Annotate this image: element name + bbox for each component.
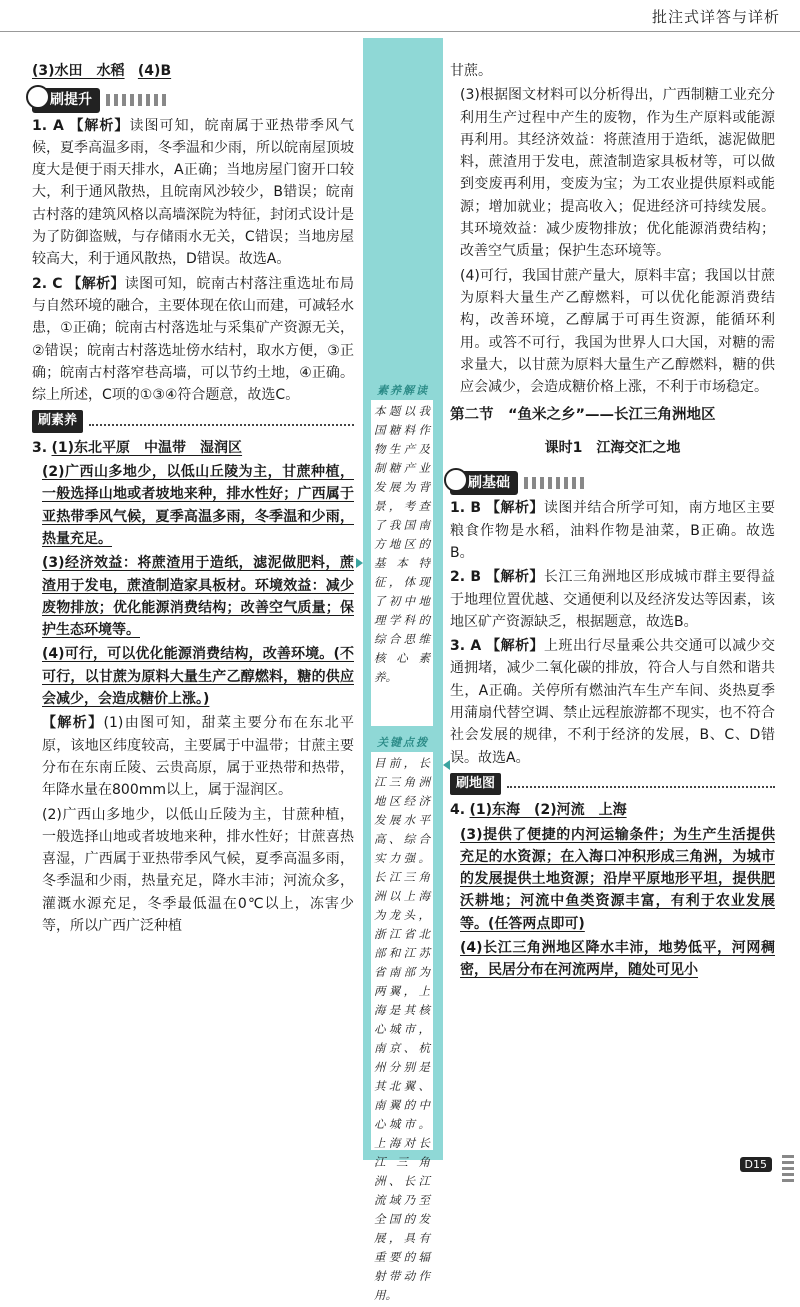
right-q4-p3: (4)长江三角洲地区降水丰沛，地势低平，河网稠密，民居分布在河流两岸，随处可见小	[460, 939, 775, 979]
header-title: 批注式详答与详析	[651, 8, 780, 26]
right-q4-p2: (3)提供了便捷的内河运输条件；为生产生活提供充足的水资源；在入海口冲积形成三角洲，为城市的发展提供土地资源；沿岸平原地形平坦，提供肥沃耕地；河流中鱼类资源丰富，有利于农业发展等。(任答两点即可)	[460, 826, 775, 932]
left-q3-a2: (2)广西山多地少，以低山丘陵为主，甘蔗种植，一般选择山地或者坡地来种，排水性好；甘蔗喜热喜湿，广西属于亚热带季风气候，夏季高温多雨，冬季温和少雨，热量充足，降水丰沛；河流众多，灌溉水源充足，冬季最低温在0℃以上，冻害少等，所以广西广泛种植	[42, 806, 354, 934]
lesson-title: 课时1 江海交汇之地	[544, 439, 681, 456]
right-q4-p1: 4. (1)东海 (2)河流 上海	[450, 802, 627, 819]
left-q3-p3: (3)经济效益：将蔗渣用于造纸，滤泥做肥料，蔗渣用于发电，蔗渣制造家具板材。环境效益：减少废物排放；优化能源消费结构；改善空气质量；保护生态环境等。	[42, 555, 354, 639]
right-q2: 2. B 【解析】长江三角洲地区形成城市群主要得益于地理位置优越、交通便利以及经济发达等因素，该地区矿产资源缺乏，根据题意，故选B。	[450, 569, 776, 630]
right-a3: (3)根据图文材料可以分析得出，广西制糖工业充分利用生产过程中产生的废物，作为生产原料或能源再利用。其经济效益：将蔗渣用于造纸，滤泥做肥料，蔗渣用于发电，蔗渣制造家具板材等，可以做到变废再利用，变废为宝；为工农业提供原料或能源；增加就业；提高收入；促进经济可持续发展。其环境效益：减少废物排放；优化能源消费结构；改善空气质量；保护生态环境等。	[460, 87, 775, 260]
annotation-sidebar	[363, 38, 443, 1302]
arrow-left-icon	[443, 760, 450, 770]
banner-shua-tisheng: 刷提升	[32, 88, 166, 112]
left-q3-a1: 【解析】(1)由图可知，甜菜主要分布在东北平原，该地区纬度较高，主要属于中温带；甘蔗主要分布在东南丘陵、云贵高原，属于亚热带和热带，年降水量在800mm以上，属于湿润区。	[42, 715, 354, 799]
left-q3-p2: (2)广西山多地少，以低山丘陵为主，甘蔗种植，一般选择山地或者坡地来种，排水性好；广西属于亚热带季风气候，夏季高温多雨，冬季温和少雨，热量充足。	[42, 464, 354, 547]
right-a4: (4)可行，我国甘蔗产量大，原料丰富；我国以甘蔗为原料大量生产乙醇燃料，可以优化能源消费结构，改善环境，乙醇属于可再生资源，能循环利用。或答不可行，我国为世界人口大国，对糖的需求量大，以甘蔗为原料大量生产乙醇燃料，糖的供应会减少，会造成糖价格上涨，不利于市场稳定。	[460, 267, 775, 396]
left-column	[32, 60, 354, 939]
section-title: 第二节 “鱼米之乡”——长江三角洲地区	[450, 407, 716, 424]
left-q2: 2. C 【解析】读图可知，皖南古村落注重选址布局与自然环境的融合，主要体现在依山而建，可减轻水患，①正确；皖南古村落选址与采集矿产资源无关，②错误；皖南古村落选址傍水结村，取水方便，③正确；皖南古村落窄巷高墙，可以节约土地，④正确。综上所述，C项的①③④符合题意，故选C。	[32, 275, 355, 404]
left-q1: 1. A 【解析】读图可知，皖南属于亚热带季风气候，夏季高温多雨，冬季温和少雨，所以皖南屋顶坡度大是便于雨天排水，A正确；当地房屋门窗开口较大，利于通风散热，且皖南风沙较少，B错误；皖南古村落的建筑风格以高墙深院为特征，封闭式设计是为了防御盗贼，与存储雨水无关，C错误；当地房屋较高大，利于通风散热，D错误。故选A。	[32, 117, 355, 268]
sidebar-title-2: 关键点拨	[377, 736, 429, 749]
left-q3-p1: 3. (1)东北平原 中温带 湿润区	[32, 439, 243, 456]
sidebar-title-1: 素养解读	[377, 384, 429, 397]
top-answer: (3)水田 水稻 (4)B	[32, 63, 172, 79]
header-divider	[0, 31, 800, 32]
banner-shua-ditu: 刷地图	[450, 773, 775, 795]
page-number: D15	[740, 1157, 772, 1172]
sidebar-box-1: 本题以我国糖料作物生产及制糖产业发展为背景，考查了我国南方地区的基本特征，体现了初中地理学科的综合思维核心素养。	[371, 400, 433, 726]
arrow-right-icon	[356, 558, 363, 568]
right-cont: 甘蔗。	[450, 63, 492, 79]
right-q3: 3. A 【解析】上班出行尽量乘公共交通可以减少交通拥堵，减少二氧化碳的排放，符合人与自然和谐共生，A正确。关停所有燃油汽车生产车间、炎热夏季用蒲扇代替空调、禁止远程旅游都不现实，也不符合社会发展的规律，不利于经济的发展，B、C、D错误。故选A。	[450, 638, 776, 766]
sidebar-box-2: 目前，长江三角洲地区经济发展水平高、综合实力强。长江三角洲以上海为龙头，浙江省北部和江苏省南部为两翼，上海是其核心城市，南京、杭州分别是其北翼、南翼的中心城市。上海对长江三角洲、长江流域乃至全国的发展，具有重要的辐射带动作用。	[371, 752, 433, 1150]
banner-shua-suyang: 刷素养	[32, 410, 354, 432]
page-corner-decoration	[782, 1152, 794, 1182]
right-q1: 1. B 【解析】读图并结合所学可知，南方地区主要粮食作物是水稻，油料作物是油菜，B正确。故选B。	[450, 500, 776, 561]
left-q3-p4: (4)可行，可以优化能源消费结构，改善环境。(不可行，以甘蔗为原料大量生产乙醇燃料，糖的供应会减少，会造成糖价上涨。)	[42, 646, 354, 708]
right-column	[450, 60, 775, 984]
banner-shua-jichu: 刷基础	[450, 471, 584, 495]
